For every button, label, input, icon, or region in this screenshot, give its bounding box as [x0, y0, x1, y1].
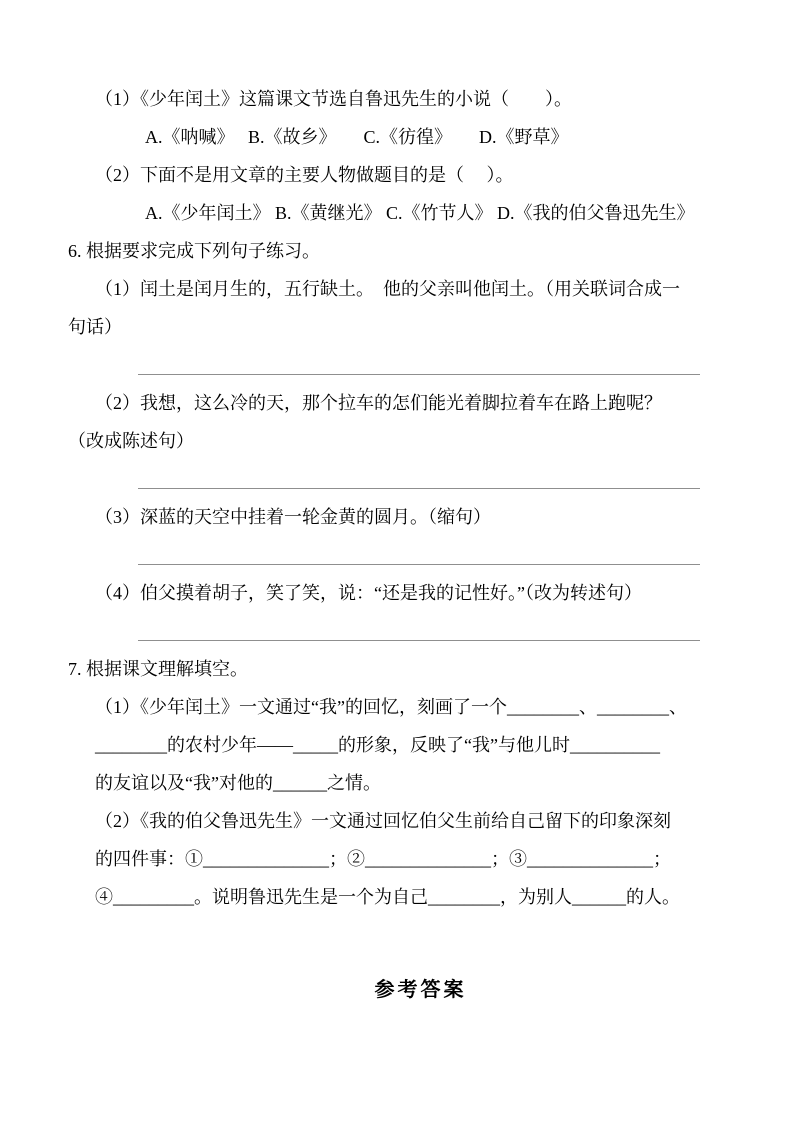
question7-sub1-line3: 的友谊以及“我”对他的______之情。 [95, 773, 381, 793]
question5-sub2-options: A.《少年闰土》 B.《黄继光》 C.《竹节人》 D.《我的伯父鲁迅先生》 [145, 203, 695, 223]
question7-sub1-line2: ________的农村少年——_____的形象，反映了“我”与他儿时__________ [95, 735, 660, 755]
question5-sub1-options: A.《呐喊》 B.《故乡》 C.《彷徨》 D.《野草》 [145, 127, 569, 147]
answer-key-title: 参考答案 [374, 979, 467, 1001]
question6-heading: 6. 根据要求完成下列句子练习。 [68, 241, 320, 261]
question6-sub3-line1: （3）深蓝的天空中挂着一轮金黄的圆月。（缩句） [95, 507, 491, 527]
answer-blank-line [138, 564, 700, 565]
question6-sub1-line1: （1）闰土是闰月生的，五行缺土。 他的父亲叫他闰土。（用关联词合成一 [95, 279, 680, 299]
question7-heading: 7. 根据课文理解填空。 [68, 659, 248, 679]
question7-sub1-line1: （1）《少年闰土》一文通过“我”的回忆，刻画了一个________、________、 [95, 697, 687, 717]
question5-sub2-text: （2）下面不是用文章的主要人物做题目的是（ ）。 [95, 165, 514, 185]
question6-sub1-line2: 句话） [68, 317, 122, 337]
question7-sub2-line1: （2）《我的伯父鲁迅先生》一文通过回忆伯父生前给自己留下的印象深刻 [95, 811, 671, 831]
question6-sub4-line1: （4）伯父摸着胡子，笑了笑，说：“还是我的记性好。”（改为转述句） [95, 583, 642, 603]
answer-blank-line [138, 374, 700, 375]
question7-sub2-line2: 的四件事：①______________；②______________；③______________； [95, 849, 671, 869]
answer-blank-line [138, 640, 700, 641]
answer-blank-line [138, 488, 700, 489]
question6-sub2-line1: （2）我想，这么冷的天，那个拉车的怎们能光着脚拉着车在路上跑呢？ [95, 393, 662, 413]
question7-sub2-line3: ④_________。说明鲁迅先生是一个为自己________，为别人______的人。 [95, 887, 680, 907]
question5-sub1-text: （1）《少年闰土》这篇课文节选自鲁迅先生的小说（ ）。 [95, 89, 572, 109]
question6-sub2-line2: （改成陈述句） [68, 431, 194, 451]
